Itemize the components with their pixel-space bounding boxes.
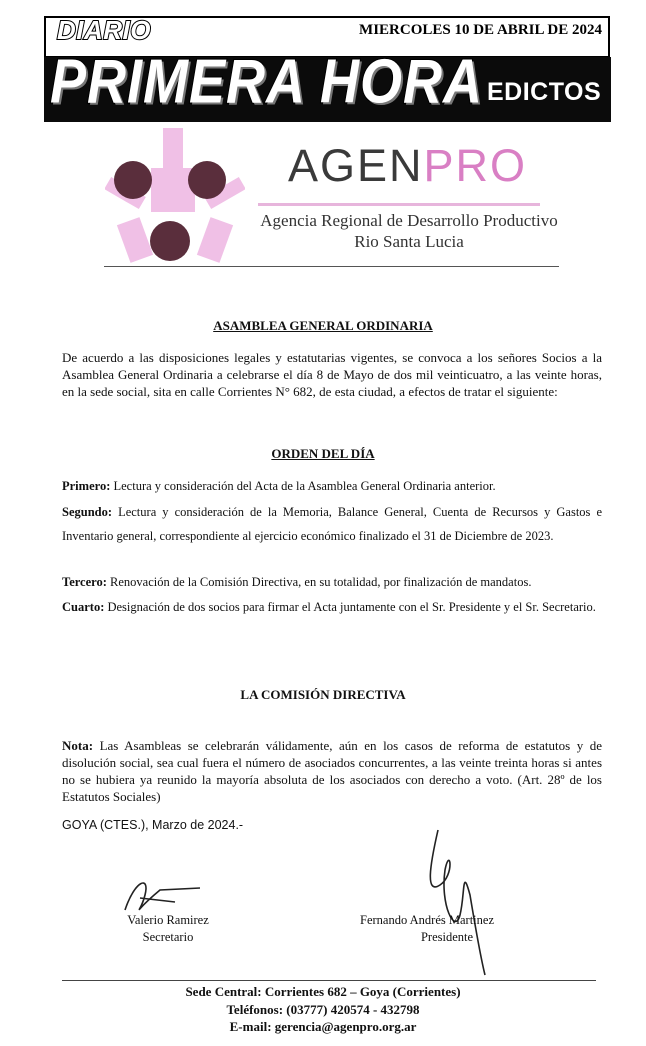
agenpro-logo-icon [105, 128, 245, 264]
note-text: Las Asambleas se celebrarán válidamente, aún en los casos de reforma de estatutos y de disolución social, sea cual fuera el número de asociados concurrentes, a las veinte treinta horas si antes no se hubiera ya reunido la mayoría absoluta de los asociados con derecho a voto. (Art. 28º de los Estatutos Sociales) [62, 738, 602, 804]
agenda-item-label: Tercero: [62, 575, 107, 589]
notice-note [62, 737, 602, 805]
wordmark-underline [258, 203, 540, 206]
agenda-item-text: Lectura y consideración de la Memoria, Balance General, Cuenta de Recursos y Gastos e Inventario general, correspondiente al ejercicio económico finalizado el 31 de Diciembre de 2023. [62, 505, 602, 543]
masthead-date: MIERCOLES 10 DE ABRIL DE 2024 [359, 22, 602, 38]
section-label: EDICTOS [487, 78, 602, 106]
agenpro-wordmark [288, 140, 527, 192]
footer-phones: Teléfonos: (03777) 420574 - 432798 [226, 1002, 420, 1017]
signature-secretary [98, 912, 238, 946]
secretary-role: Secretario [142, 930, 194, 944]
footer-email: E-mail: gerencia@agenpro.org.ar [229, 1019, 417, 1034]
signature-president [332, 912, 522, 946]
agenda-item-text: Renovación de la Comisión Directiva, en su totalidad, por finalización de mandatos. [106, 575, 532, 589]
letterhead-divider [104, 266, 559, 267]
agency-name [253, 210, 565, 252]
agenda-item-4 [62, 595, 602, 619]
board-heading: LA COMISIÓN DIRECTIVA [240, 687, 406, 702]
agenda-item-text: Lectura y consideración del Acta de la Asamblea General Ordinaria anterior. [110, 479, 496, 493]
agenda-item-1 [62, 474, 602, 498]
agenda-title: ORDEN DEL DÍA [271, 446, 375, 461]
president-role: Presidente [420, 930, 474, 944]
masthead-title: PRIMERA HORA [50, 47, 484, 117]
place-date: GOYA (CTES.), Marzo de 2024.- [62, 818, 244, 832]
secretary-name: Valerio Ramirez [127, 913, 209, 927]
agenda-item-3 [62, 570, 602, 594]
agenda-item-label: Cuarto: [62, 600, 105, 614]
wordmark-agen: AGEN [288, 140, 424, 191]
agenda-item-label: Primero: [62, 479, 111, 493]
agenda-item-label: Segundo: [62, 505, 113, 519]
logo-dot-bottom [150, 221, 190, 261]
president-signature [410, 825, 500, 985]
footer-divider [62, 980, 596, 981]
logo-dot-left [114, 161, 152, 199]
agenda-item-text: Designación de dos socios para firmar el Acta juntamente con el Sr. Presidente y el Sr. Secretario. [104, 600, 596, 614]
agency-name-line2: Rio Santa Lucia [354, 232, 464, 251]
president-name: Fernando Andrés Martinez [360, 913, 494, 927]
agenda-item-2 [62, 500, 602, 548]
wordmark-pro: PRO [423, 140, 528, 191]
notice-intro: De acuerdo a las disposiciones legales y estatutarias vigentes, se convoca a los señores Socios a la Asamblea General Ordinaria a celebrarse el día 8 de Mayo de dos mil veinticuatro, a las veinte horas, en la sede social, sita en calle Corrientes N° 682, de esta ciudad, a efectos de tratar el siguiente: [62, 350, 602, 399]
logo-dot-right [188, 161, 226, 199]
footer-address: Sede Central: Corrientes 682 – Goya (Corrientes) [185, 984, 461, 999]
agency-name-line1: Agencia Regional de Desarrollo Productivo [260, 211, 558, 230]
note-label: Nota: [62, 738, 94, 753]
notice-title: ASAMBLEA GENERAL ORDINARIA [213, 318, 433, 333]
masthead-margin [0, 0, 44, 124]
masthead-diario: DIARIO [57, 15, 151, 45]
